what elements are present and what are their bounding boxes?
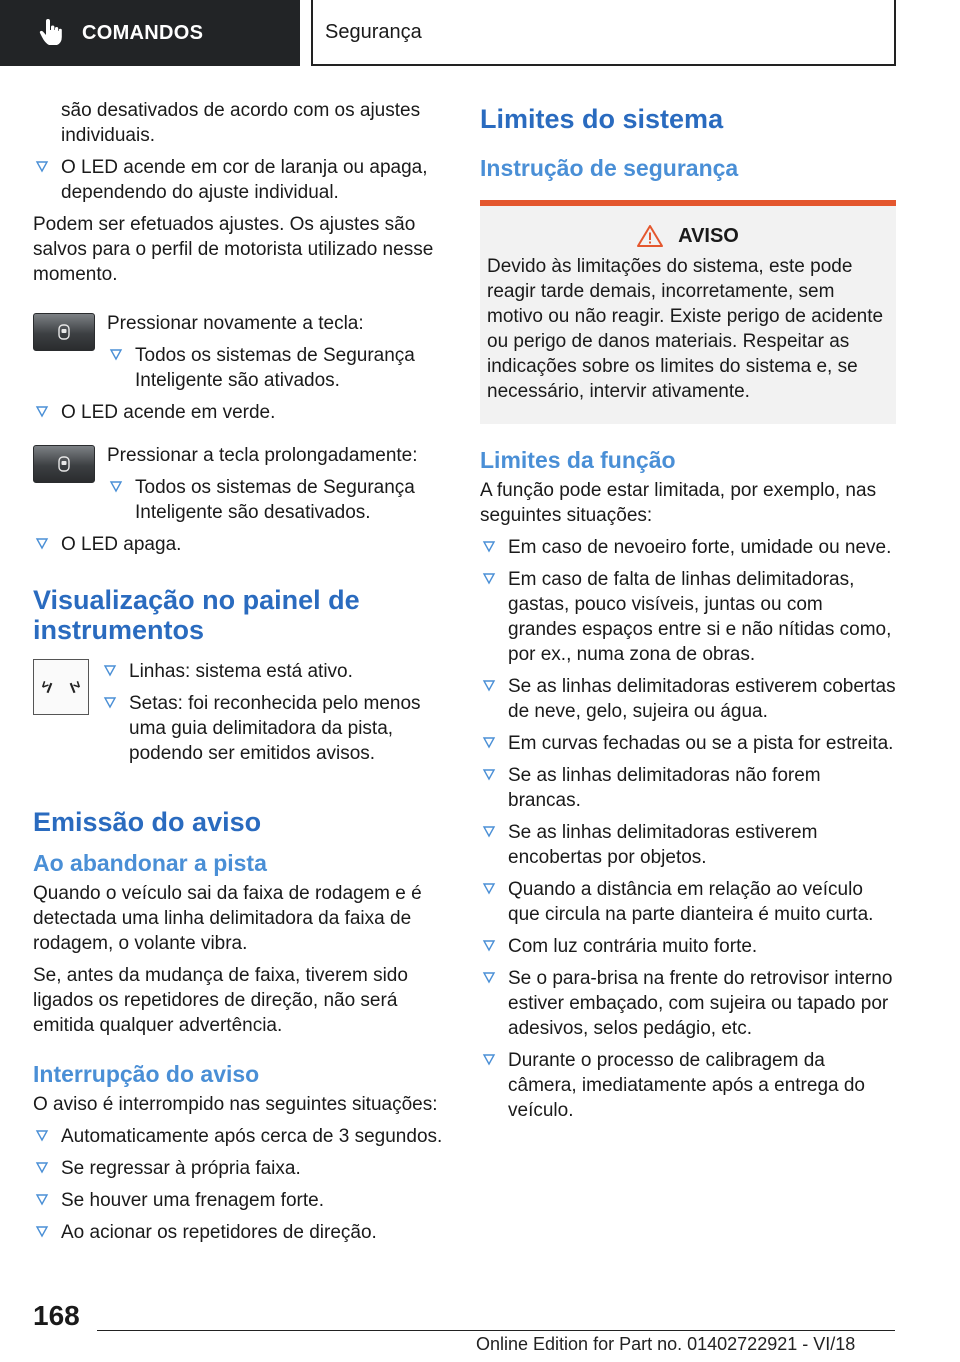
chapter-label: COMANDOS	[82, 21, 204, 44]
car-safety-icon	[55, 455, 73, 473]
intro-bullet-list	[33, 155, 448, 205]
list-item: Durante o processo de calibragem da câmera, imediatamente após a entrega do veículo.	[480, 1048, 896, 1123]
list-item: Em curvas fechadas ou se a pista for estreita.	[480, 731, 896, 756]
triangle-bullet-icon	[482, 571, 496, 585]
list-item: O LED apaga.	[33, 532, 448, 557]
interrupt-intro: O aviso é interrompido nas seguintes situações:	[33, 1094, 438, 1115]
triangle-bullet-icon	[35, 1128, 49, 1142]
safety-heading: Instrução de segurança	[480, 155, 739, 181]
list-item: Se as linhas delimitadoras estiverem encobertas por objetos.	[480, 820, 896, 870]
list-item: Com luz contrária muito forte.	[480, 934, 896, 959]
section-label: Segurança	[325, 20, 422, 43]
list-item: Setas: foi reconhecida pelo menos uma guia delimitadora da pista, podendo ser emitidos avisos.	[101, 691, 448, 766]
display-block	[33, 659, 448, 773]
interrupt-bullet-list	[33, 1124, 448, 1245]
triangle-bullet-icon	[109, 347, 123, 361]
triangle-bullet-icon	[35, 1224, 49, 1238]
car-safety-icon	[55, 323, 73, 341]
lane-lines-icon	[34, 659, 88, 715]
safety-button-image	[33, 313, 95, 351]
triangle-bullet-icon	[35, 1160, 49, 1174]
right-column	[480, 98, 896, 1130]
settings-paragraph: Podem ser efetuados ajustes. Os ajustes são salvos para o perfil de motorista utilizado nesse momento.	[33, 214, 434, 285]
press-long-text: Pressionar a tecla prolongadamente:	[107, 445, 418, 466]
list-item: Todos os sistemas de Segurança Inteligente são desativados.	[107, 475, 448, 525]
triangle-bullet-icon	[35, 1192, 49, 1206]
triangle-bullet-icon	[482, 678, 496, 692]
list-item: Se as linhas delimitadoras estiverem cobertas de neve, gelo, sujeira ou água.	[480, 674, 896, 724]
safety-button-image	[33, 445, 95, 483]
warning-heading: Emissão do aviso	[33, 807, 262, 837]
list-item: Se o para-brisa na frente do retrovisor interno estiver embaçado, com sujeira ou tapado por adesivos, selos pedágio, etc.	[480, 966, 896, 1041]
list-item: Linhas: sistema está ativo.	[101, 659, 448, 684]
list-item: Quando a distância em relação ao veículo que circula na parte dianteira é muito curta.	[480, 877, 896, 927]
footer-edition: Online Edition for Part no. 01402722921 - VI/18	[476, 1334, 856, 1354]
left-column	[33, 98, 448, 1252]
list-item: Se houver uma frenagem forte.	[33, 1188, 448, 1213]
hand-pointer-icon	[38, 19, 64, 47]
list-item: O LED acende em verde.	[33, 400, 448, 425]
triangle-bullet-icon	[35, 404, 49, 418]
list-item: Em caso de nevoeiro forte, umidade ou neve.	[480, 535, 896, 560]
warning-triangle-icon	[636, 224, 664, 248]
interrupt-heading: Interrupção do aviso	[33, 1061, 260, 1087]
triangle-bullet-icon	[35, 159, 49, 173]
triangle-bullet-icon	[35, 536, 49, 550]
function-limits-heading: Limites da função	[480, 447, 676, 473]
footer-divider	[97, 1330, 895, 1331]
display-heading: Visualização no painel de instrumentos	[33, 585, 360, 645]
triangle-bullet-icon	[482, 539, 496, 553]
list-item: Se as linhas delimitadoras não forem brancas.	[480, 763, 896, 813]
warning-title: AVISO	[678, 224, 739, 247]
list-item: Se regressar à própria faixa.	[33, 1156, 448, 1181]
triangle-bullet-icon	[482, 824, 496, 838]
function-intro: A função pode estar limitada, por exemplo, nas seguintes situações:	[480, 480, 877, 526]
chapter-tab[interactable]	[0, 0, 300, 66]
triangle-bullet-icon	[482, 735, 496, 749]
list-item: Todos os sistemas de Segurança Inteligente são ativados.	[107, 343, 448, 393]
display-bullet-list	[101, 659, 448, 766]
leaving-paragraph-1: Quando o veículo sai da faixa de rodagem e é detectada uma linha delimitadora da faixa de rodagem, o volante vibra.	[33, 883, 422, 954]
triangle-bullet-icon	[482, 938, 496, 952]
triangle-bullet-icon	[103, 695, 117, 709]
triangle-bullet-icon	[482, 767, 496, 781]
list-item: O LED acende em cor de laranja ou apaga, dependendo do ajuste individual.	[33, 155, 448, 205]
limits-heading: Limites do sistema	[480, 104, 724, 134]
press-long-block	[33, 443, 448, 532]
list-item: Em caso de falta de linhas delimitadoras, gastas, pouco visíveis, juntas ou com grandes espaços entre si e não nítidas como, por ex., numa zona de obras.	[480, 567, 896, 667]
function-bullet-list	[480, 535, 896, 1123]
intro-continuation: são desativados de acordo com os ajustes individuais.	[61, 100, 421, 146]
list-item: Ao acionar os repetidores de direção.	[33, 1220, 448, 1245]
leaving-lane-heading: Ao abandonar a pista	[33, 850, 267, 876]
triangle-bullet-icon	[482, 970, 496, 984]
warning-box	[480, 200, 896, 424]
leaving-paragraph-2: Se, antes da mudança de faixa, tiverem sido ligados os repetidores de direção, não será emitida qualquer advertência.	[33, 965, 408, 1036]
section-tab[interactable]	[311, 0, 896, 66]
press-again-block	[33, 311, 448, 400]
lane-display-image	[33, 659, 89, 715]
triangle-bullet-icon	[482, 1052, 496, 1066]
list-item: Automaticamente após cerca de 3 segundos.	[33, 1124, 448, 1149]
triangle-bullet-icon	[482, 881, 496, 895]
triangle-bullet-icon	[103, 663, 117, 677]
triangle-bullet-icon	[109, 479, 123, 493]
press-again-text: Pressionar novamente a tecla:	[107, 313, 364, 334]
page-number: 168	[33, 1300, 80, 1331]
warning-text: Devido às limitações do sistema, este pode reagir tarde demais, incorretamente, sem motivo ou não reagir. Existe perigo de acidente ou perigo de danos materiais. Respeitar as indicações sobre os limites do sistema e, se necessário, intervir ativamente.	[487, 256, 884, 402]
